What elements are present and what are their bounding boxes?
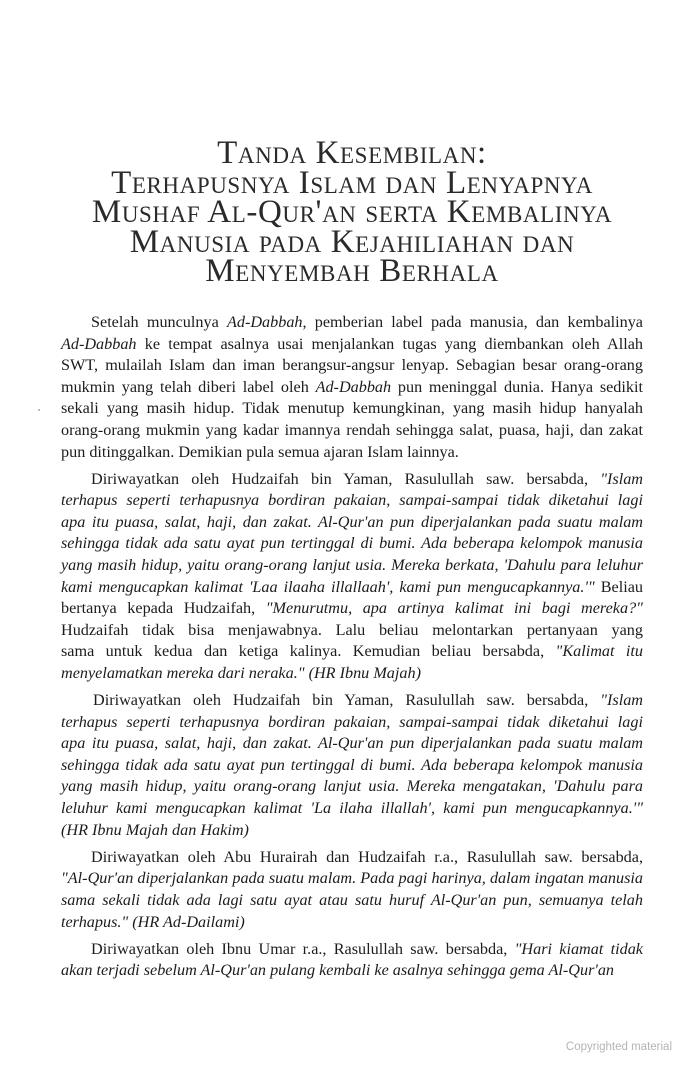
italic-text: menyelamatkan mereka dari neraka." (HR Ibnu Majah)	[61, 664, 421, 682]
text-line	[61, 960, 643, 982]
text-line	[61, 798, 643, 820]
text-run: bertanya kepada Hudzaifah,	[61, 599, 266, 618]
italic-text: "Kalimat itu	[555, 642, 643, 661]
text-run: Diriwayatkan oleh Hudzaifah bin Yaman, Rasulullah saw. bersabda,	[91, 469, 601, 488]
italic-text: (HR Ibnu Majah dan Hakim)	[61, 820, 249, 839]
title-line: Menyembah Berhala	[205, 253, 499, 289]
italic-text: terhapus seperti terhapusnya bordiran pakaian, sampai-sampai tidak diketahui lagi	[61, 491, 643, 510]
text-run: mukmin yang telah diberi label oleh	[61, 377, 316, 396]
title-line: Terhapusnya Islam dan Lenyapnya	[111, 164, 593, 201]
text-line	[61, 334, 643, 356]
text-line	[61, 398, 643, 420]
title-line: Tanda Kesembilan:	[217, 135, 487, 171]
italic-text: sama sekali tidak ada lagi satu ayat atau satu huruf Al-Qur'an pun, semuanya telah	[61, 890, 643, 909]
text-line	[61, 912, 643, 934]
text-line	[61, 847, 643, 869]
text-run: Diriwayatkan oleh Abu Hurairah dan Hudzaifah r.a., Rasulullah saw. bersabda,	[91, 847, 643, 866]
copyright-watermark: Copyrighted material	[565, 1041, 672, 1053]
italic-text: terhapus." (HR Ad-Dailami)	[61, 912, 245, 931]
italic-text: leluhur kami mengucapkan kalimat 'La ilaha illallah', kami pun mengucapkannya.'"	[61, 799, 643, 818]
text-line	[61, 755, 643, 777]
italic-text: apa itu puasa, salat, haji, dan zakat. Al-Qur'an pun diperjalankan pada suatu malam	[61, 734, 643, 753]
text-line	[61, 490, 643, 512]
text-run: Beliau	[594, 577, 643, 596]
text-run: pun meninggal dunia. Hanya sedikit	[391, 377, 643, 396]
italic-text: Ad-Dabbah	[315, 377, 392, 396]
italic-text: yang masih hidup, yaitu orang-orang lanjut usia. Mereka mengatakan, 'Dahulu para	[61, 777, 643, 796]
text-line	[61, 555, 643, 577]
text-line	[61, 890, 643, 912]
text-line	[61, 355, 643, 377]
text-line	[61, 377, 643, 399]
title-line: Mushaf Al-Qur'an serta Kembalinya	[91, 194, 613, 230]
title-line: Manusia pada Kejahiliahan dan	[129, 223, 575, 260]
italic-text: sehingga tidak ada satu ayat pun tertinggal di bumi. Ada beberapa kelompok manusia	[61, 755, 643, 774]
italic-text: "Islam	[600, 691, 643, 710]
paragraph	[61, 690, 643, 841]
text-line	[61, 533, 643, 555]
text-run: sekali yang masih hidup. Tidak menutup kemungkinan, yang masih hidup hanyalah	[61, 399, 643, 418]
text-run: Diriwayatkan oleh Hudzaifah bin Yaman, Rasulullah saw. bersabda,	[93, 691, 601, 710]
text-line	[61, 868, 643, 890]
chapter-body	[61, 312, 643, 987]
text-run: Hudzaifah tidak bisa menjawabnya. Lalu beliau melontarkan pertanyaan yang	[61, 620, 643, 639]
text-run: , pemberian label pada manusia, dan kembalinya	[302, 313, 643, 331]
text-line	[61, 442, 643, 464]
italic-text: Ad-Dabbah	[61, 334, 137, 353]
text-line	[61, 420, 643, 442]
italic-text: Ad-Dabbah	[226, 313, 303, 331]
chapter-title	[61, 135, 643, 289]
text-line	[61, 620, 643, 642]
italic-text: yang masih hidup, yaitu orang-orang lanjut usia. Mereka berkata, 'Dahulu para leluhur	[61, 556, 643, 575]
text-line	[61, 469, 643, 491]
italic-text: akan terjadi sebelum Al-Qur'an pulang kembali ke asalnya sehingga gema Al-Qur'an	[61, 961, 615, 980]
text-run: orang-orang mukmin yang kadar imannya rendah sehingga salat, puasa, haji, dan zakat	[61, 420, 643, 439]
text-run: Setelah munculnya	[91, 313, 227, 331]
text-run: ke tempat asalnya usai menjalankan tugas yang diembankan oleh Allah	[136, 334, 643, 353]
italic-text: "Islam	[600, 469, 643, 488]
text-line	[61, 312, 643, 334]
text-run: Diriwayatkan oleh Ibnu Umar r.a., Rasulullah saw. bersabda,	[91, 939, 515, 958]
italic-text: "Al-Qur'an diperjalankan pada suatu malam. Pada pagi harinya, dalam ingatan manusia	[61, 869, 643, 888]
text-line	[61, 733, 643, 755]
italic-text: "Menurutmu, apa artinya kalimat ini bagi mereka?"	[265, 599, 643, 618]
text-line	[61, 512, 643, 534]
text-line	[61, 663, 643, 685]
paragraph	[61, 469, 643, 685]
text-run: sama untuk kedua dan ketiga kalinya. Kemudian beliau bersabda,	[61, 642, 556, 661]
italic-text: terhapus seperti terhapusnya bordiran pakaian, sampai-sampai tidak diketahui lagi	[61, 712, 643, 731]
text-run: pun ditinggalkan. Demikian pula semua ajaran Islam lainnya.	[61, 442, 459, 461]
italic-text: kami mengucapkan kalimat 'Laa ilaaha illallaah', kami pun mengucapkannya.'"	[61, 577, 595, 596]
text-line	[61, 939, 643, 961]
italic-text: apa itu puasa, salat, haji, dan zakat. Al-Qur'an pun diperjalankan pada suatu malam	[61, 512, 643, 531]
text-line	[61, 820, 643, 842]
paragraph	[61, 312, 643, 463]
italic-text: "Hari kiamat tidak	[514, 939, 643, 958]
text-run: SWT, mulailah Islam dan iman berangsur-angsur lenyap. Sebagian besar orang-orang	[61, 356, 643, 375]
scan-speck	[38, 409, 40, 411]
text-line	[61, 598, 643, 620]
paragraph	[61, 847, 643, 933]
text-line	[61, 690, 643, 712]
italic-text: sehingga tidak ada satu ayat pun tertinggal di bumi. Ada beberapa kelompok manusia	[61, 534, 643, 553]
text-line	[61, 577, 643, 599]
text-line	[61, 712, 643, 734]
text-line	[61, 641, 643, 663]
text-line	[61, 776, 643, 798]
paragraph	[61, 939, 643, 982]
